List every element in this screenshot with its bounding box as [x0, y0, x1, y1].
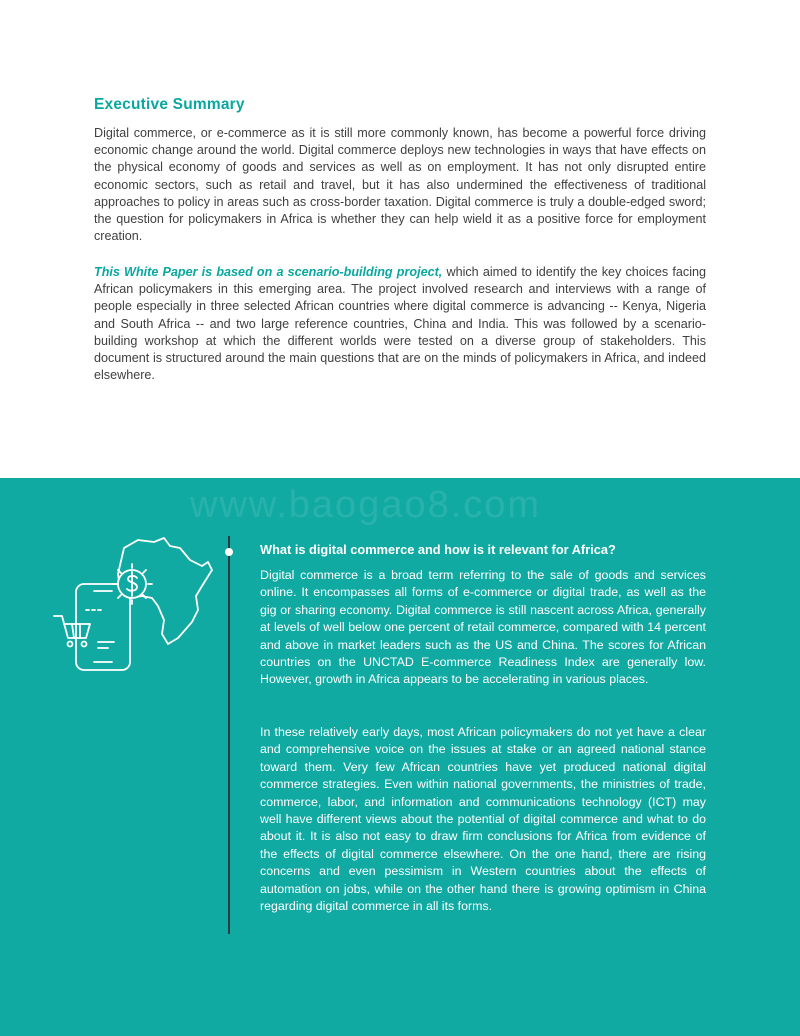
body-paragraph-2: In these relatively early days, most African policymakers do not yet have a clear and comprehensive voice on the issues at stake or an agreed national stance toward them. Very few African countries have yet produced national digital commerce strategies. Even within national governments, the ministries of trade, commerce, labor, and information and communications technology (ICT) may well have different views about the potential of digital commerce and what to do about it. It is also not easy to draw firm conclusions for Africa from evidence of the effects of digital commerce elsewhere. On the one hand, there are rising concerns and even pessimism in Western countries about the effects of automation on jobs, while on the other hand there is growing optimism in China regarding digital commerce in all its forms.	[260, 725, 706, 914]
watermark: www.baogao8.com	[190, 484, 542, 526]
body-paragraph: Digital commerce is a broad term referring to the sale of goods and services online. It encompasses all forms of e-commerce or digital trade, as well as the gig or sharing economy. Digital commerce is still nascent across Africa, generally at levels of well below one percent of retail commerce, compared with 14 percent and above in market leaders such as the US and China. The scores for African countries on the UNCTAD E-commerce Readiness Index are generally low. However, growth in Africa appears to be accelerating in various places.	[260, 568, 706, 687]
africa-phone-commerce-icon	[52, 534, 222, 674]
summary-paragraph: Digital commerce, or e-commerce as it is still more commonly known, has become a powerful force driving economic change around the world. Digital commerce deploys new technologies in ways that have effects on the physical economy of goods and services as well as on employment. It has not only disrupted entire economic sectors, such as retail and travel, but it has also undermined the effectiveness of traditional approaches to policy in areas such as cross-border taxation. Digital commerce is truly a double-edged sword; the question for policymakers in Africa is whether they can help wield it as a positive force for employment creation.	[94, 126, 706, 244]
summary-paragraph-2	[94, 264, 706, 384]
vertical-rule	[228, 536, 230, 934]
summary-section	[0, 0, 800, 478]
bullet-dot	[225, 548, 233, 556]
question-heading: What is digital commerce and how is it relevant for Africa?	[260, 542, 616, 557]
section-heading: Executive Summary	[94, 96, 245, 113]
emphasis-lead: This White Paper is based on a scenario-building project,	[94, 265, 443, 279]
teal-band	[0, 478, 800, 1036]
paragraph-body: which aimed to identify the key choices facing African policymakers in this emerging area. The project involved research and interviews with a range of people especially in three selected African countries where digital commerce is advancing -- Kenya, Nigeria and South Africa -- and two large reference countries, China and India. This was followed by a scenario-building workshop at which the different worlds were tested on a diverse group of stakeholders. This document is structured around the main questions that are on the minds of policymakers in Africa, and indeed elsewhere.	[94, 265, 706, 383]
